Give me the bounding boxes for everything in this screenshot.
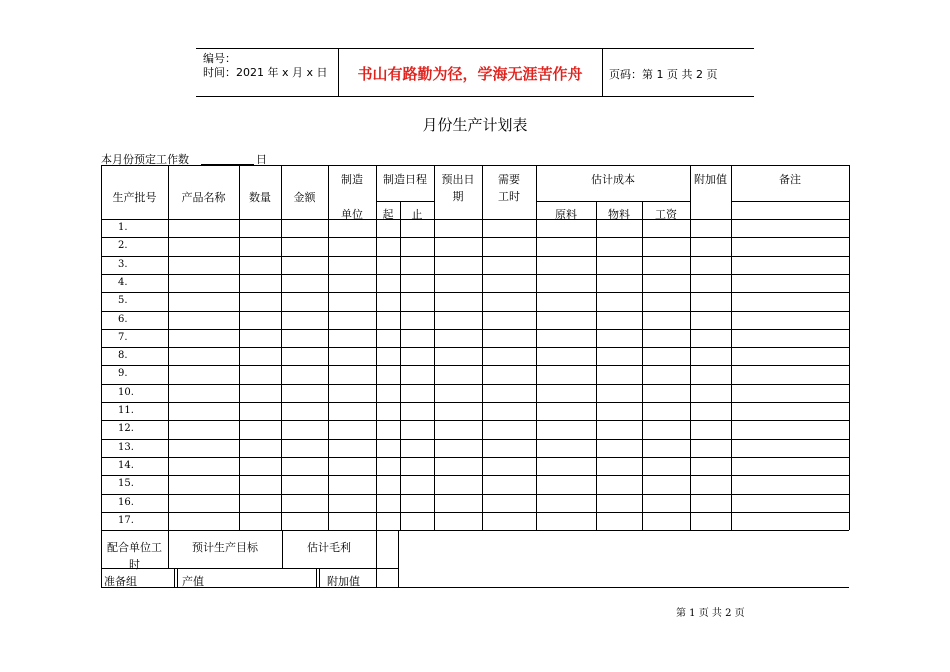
col-supplies: 物料	[608, 208, 630, 221]
added-value: 附加值	[327, 575, 360, 588]
grid-hline	[101, 365, 849, 366]
code-label: 编号：	[203, 52, 236, 65]
col-end: 止	[411, 208, 423, 221]
page-code: 页码：第 1 页 共 2 页	[609, 68, 718, 81]
row-number: 11.	[118, 405, 134, 416]
col-batch: 生产批号	[112, 191, 157, 204]
col-due-line2: 期	[452, 190, 464, 203]
row-number: 1.	[118, 222, 128, 233]
coop-hours-line1: 配合单位工	[107, 541, 162, 554]
col-hours-line1: 需要	[498, 173, 520, 186]
grid-vline	[690, 165, 691, 530]
grid-hline	[101, 237, 849, 238]
estimated-profit: 估计毛利	[307, 541, 351, 554]
col-hours-line2: 工时	[498, 190, 520, 203]
motto-text: 书山有路勤为径，学海无涯苦作舟	[357, 65, 583, 83]
grid-vline	[398, 530, 399, 587]
row-number: 5.	[118, 295, 128, 307]
grid-hline	[101, 420, 849, 421]
grid-vline	[482, 165, 483, 530]
col-due-line1: 预出日	[441, 173, 475, 186]
col-unit-top: 制造	[341, 173, 363, 186]
row-number: 2.	[118, 240, 128, 252]
grid-vline	[434, 165, 435, 530]
row-number: 3.	[118, 258, 128, 270]
col-amount: 金额	[293, 191, 316, 204]
col-added: 附加值	[694, 173, 727, 186]
grid-hline	[101, 292, 849, 293]
row-number: 7.	[118, 331, 128, 343]
col-material: 原料	[555, 208, 577, 221]
grid-hline	[101, 475, 849, 476]
prep-group: 准备组	[104, 575, 137, 588]
grid-hline	[731, 201, 849, 202]
work-days-prefix: 本月份预定工作数	[101, 153, 189, 166]
grid-vline	[316, 568, 317, 587]
coop-hours-line2: 时	[129, 558, 140, 571]
grid-vline	[849, 165, 850, 530]
row-number: 8.	[118, 350, 128, 362]
grid-vline	[101, 165, 102, 530]
grid-hline	[376, 201, 434, 202]
col-cost: 估计成本	[591, 173, 635, 186]
grid-hline	[101, 402, 849, 403]
grid-vline	[174, 568, 175, 587]
grid-hline	[101, 329, 849, 330]
grid-hline	[101, 530, 849, 531]
grid-hline	[101, 457, 849, 458]
grid-hline	[101, 165, 849, 166]
col-start: 起	[382, 208, 394, 221]
grid-hline	[101, 439, 849, 440]
grid-vline	[731, 165, 732, 530]
time-label: 时间：2021 年 x 月 x 日	[203, 66, 328, 79]
page-title: 月份生产计划表	[422, 116, 528, 134]
row-number: 4.	[118, 276, 128, 288]
work-days-suffix: 日	[256, 153, 267, 166]
row-number: 13.	[118, 441, 134, 453]
grid-hline	[536, 201, 690, 202]
col-product: 产品名称	[181, 191, 226, 204]
grid-vline	[177, 568, 178, 587]
grid-hline	[101, 384, 849, 385]
grid-vline	[376, 530, 377, 587]
grid-vline	[239, 165, 240, 530]
output-value: 产值	[182, 575, 204, 588]
grid-vline	[319, 568, 320, 587]
col-qty: 数量	[249, 191, 271, 204]
row-number: 17.	[118, 514, 134, 526]
footer-page-number: 第 1 页 共 2 页	[676, 608, 745, 619]
col-unit-bottom: 单位	[341, 208, 363, 221]
grid-hline	[398, 587, 849, 588]
grid-vline	[281, 165, 282, 530]
row-number: 16.	[118, 496, 134, 508]
grid-hline	[101, 311, 849, 312]
row-number: 9.	[118, 368, 128, 380]
row-number: 6.	[118, 313, 128, 325]
grid-hline	[101, 219, 849, 220]
row-number: 10.	[118, 386, 134, 398]
col-schedule: 制造日程	[383, 173, 427, 186]
grid-vline	[642, 201, 643, 530]
row-number: 14.	[118, 459, 134, 471]
production-target: 预计生产目标	[192, 541, 258, 554]
grid-vline	[400, 201, 401, 530]
grid-hline	[101, 256, 849, 257]
col-wage: 工资	[655, 208, 677, 221]
grid-vline	[168, 165, 169, 530]
grid-hline	[101, 494, 849, 495]
grid-hline	[101, 512, 849, 513]
row-number: 15.	[118, 478, 134, 490]
grid-vline	[596, 201, 597, 530]
grid-hline	[101, 347, 849, 348]
col-note: 备注	[779, 173, 801, 186]
row-number: 12.	[118, 423, 134, 435]
grid-hline	[101, 274, 849, 275]
